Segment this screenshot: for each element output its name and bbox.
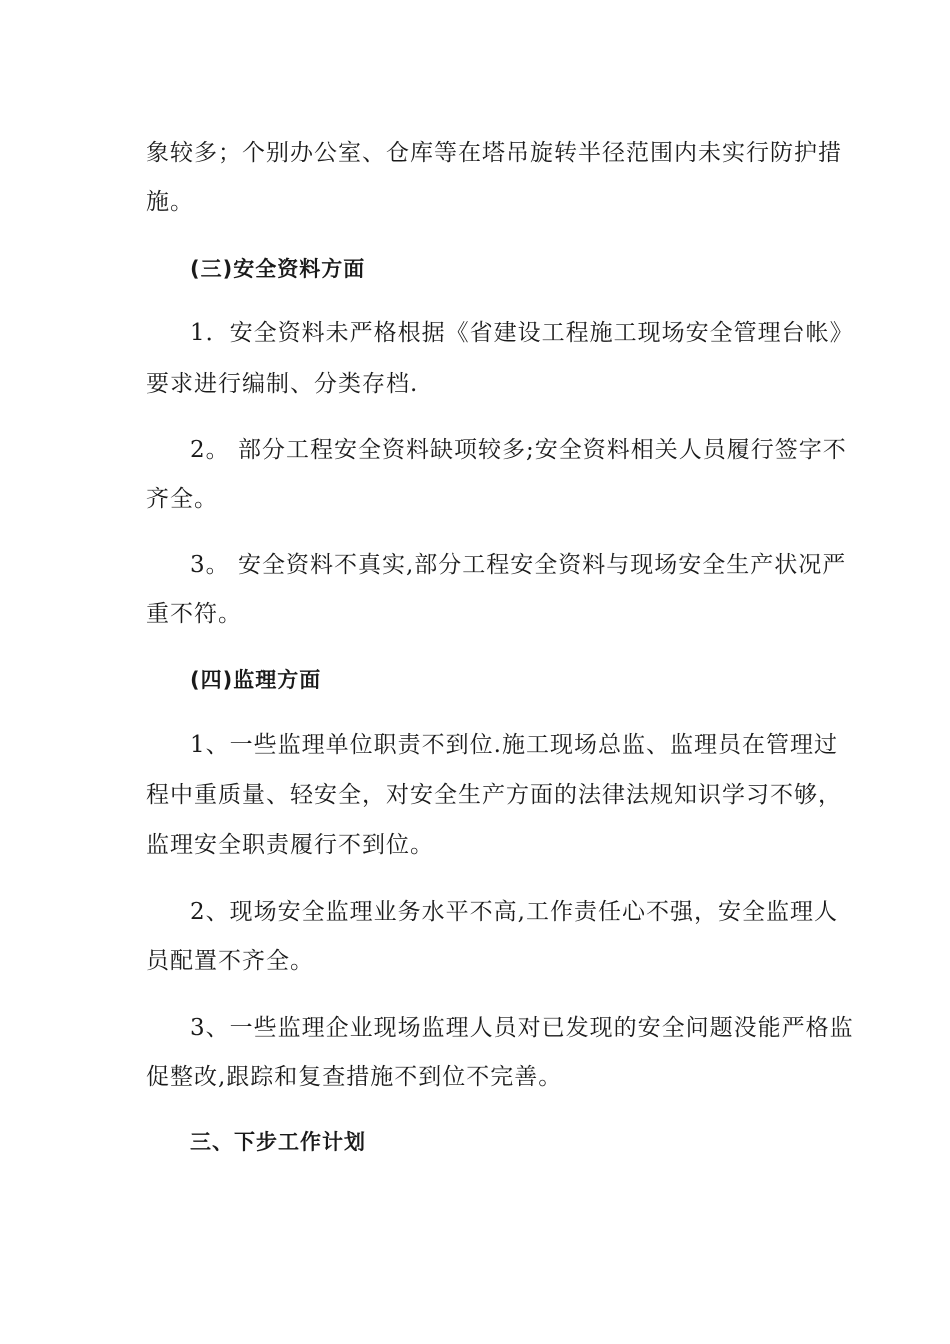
paragraph-line: 2、现场安全监理业务水平不高,工作责任心不强，安全监理人 [190,899,838,925]
paragraph-line: 施。 [146,189,194,215]
paragraph-line: 3。 安全资料不真实,部分工程安全资料与现场安全生产状况严 [190,552,847,578]
paragraph-line: 齐全。 [146,486,218,512]
section-heading-safety-documents: (三)安全资料方面 [190,257,366,281]
section-heading-next-steps: 三、下步工作计划 [190,1130,366,1154]
paragraph-line: 重不符。 [146,601,242,627]
paragraph-line: 要求进行编制、分类存档. [146,371,419,397]
paragraph-line: 1、一些监理单位职责不到位.施工现场总监、监理员在管理过 [190,732,838,758]
paragraph-line: 象较多；个别办公室、仓库等在塔吊旋转半径范围内未实行防护措 [146,140,842,166]
paragraph-line: 促整改,跟踪和复查措施不到位不完善。 [146,1064,563,1090]
paragraph-line: 3、一些监理企业现场监理人员对已发现的安全问题没能严格监 [190,1015,854,1041]
paragraph-line: 监理安全职责履行不到位。 [146,832,434,858]
section-heading-supervision: (四)监理方面 [190,668,322,692]
paragraph-line: 2。 部分工程安全资料缺项较多;安全资料相关人员履行签字不 [190,437,847,463]
paragraph-line: 程中重质量、轻安全，对安全生产方面的法律法规知识学习不够， [146,782,842,808]
paragraph-line: 1．安全资料未严格根据《省建设工程施工现场安全管理台帐》 [190,320,854,346]
paragraph-line: 员配置不齐全。 [146,948,314,974]
